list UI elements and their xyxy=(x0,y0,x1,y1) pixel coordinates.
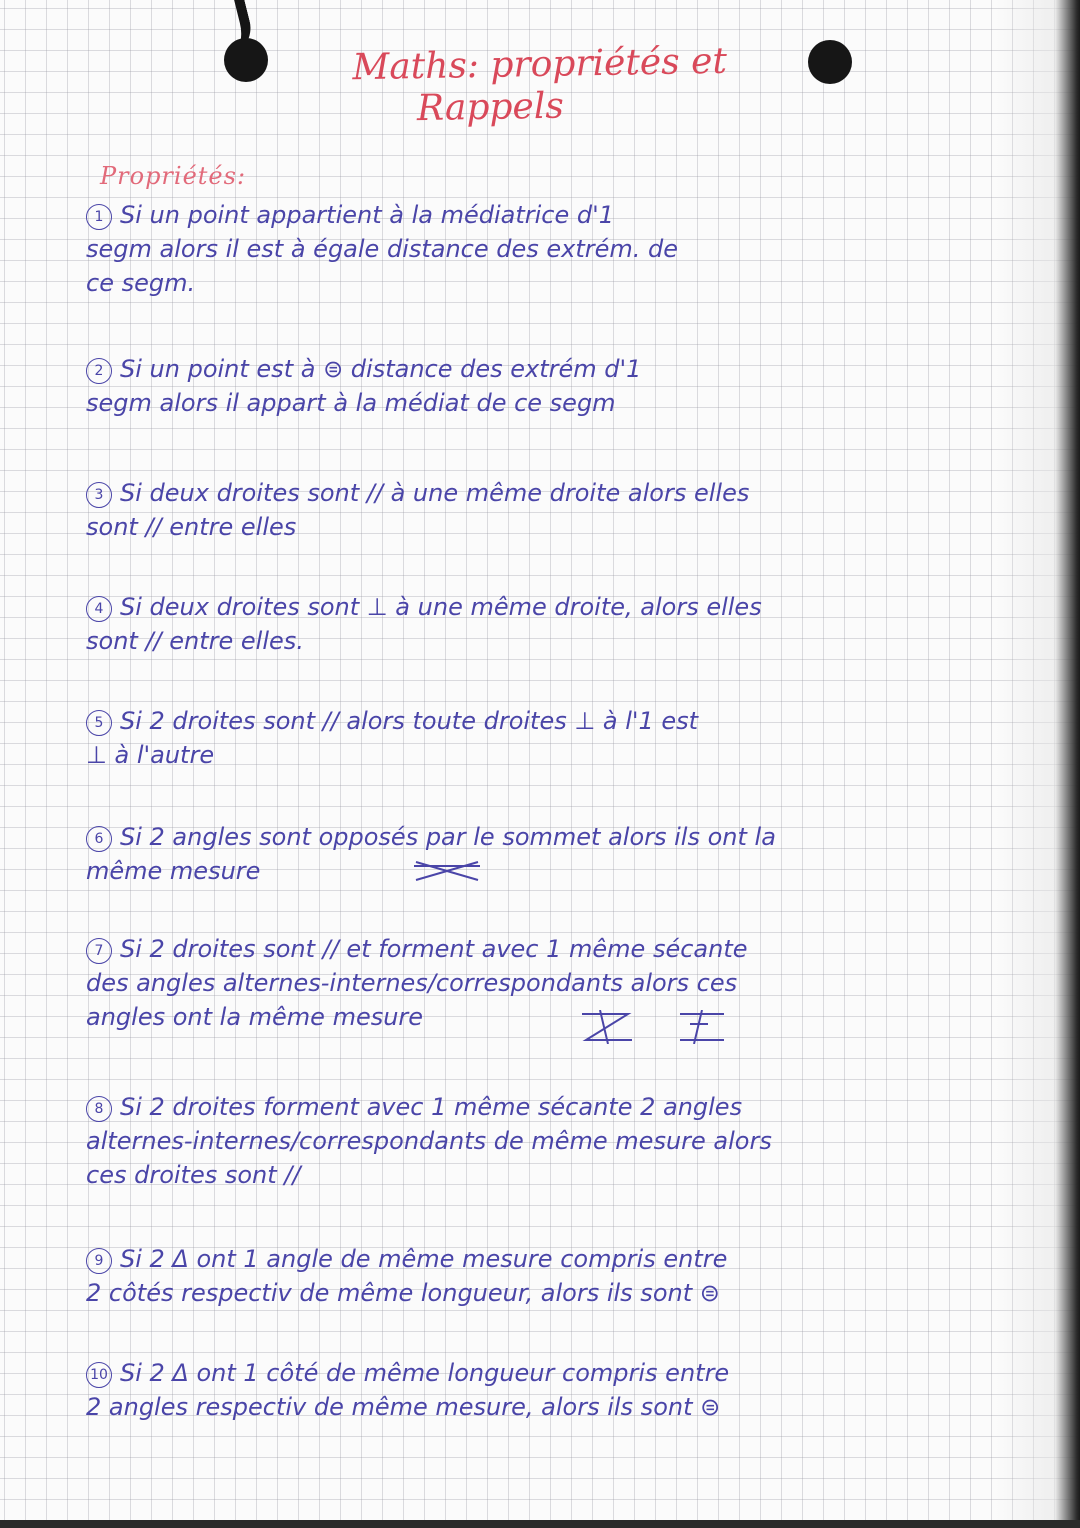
page-title-line-2: Rappels xyxy=(416,85,565,130)
page-title-line-1: Maths: propriétés et xyxy=(352,40,728,89)
page-title xyxy=(299,40,780,132)
crossed-lines-icon xyxy=(412,858,482,891)
property-number: 1 xyxy=(86,204,112,230)
property-3 xyxy=(86,476,986,544)
z-angle-icon xyxy=(578,1010,634,1051)
property-number: 6 xyxy=(86,826,112,852)
property-number: 5 xyxy=(86,710,112,736)
property-6 xyxy=(86,820,986,888)
property-text: Si deux droites sont ⊥ à une même droite, alors elles sont // entre elles. xyxy=(86,593,762,655)
property-text: Si deux droites sont // à une même droite alors elles sont // entre elles xyxy=(86,479,750,541)
property-number: 4 xyxy=(86,596,112,622)
property-text: Si 2 angles sont opposés par le sommet alors ils ont la même mesure xyxy=(86,823,776,885)
property-number: 8 xyxy=(86,1096,112,1122)
property-number: 9 xyxy=(86,1248,112,1274)
property-number: 10 xyxy=(86,1362,112,1388)
property-4 xyxy=(86,590,986,658)
property-10 xyxy=(86,1356,986,1424)
property-5 xyxy=(86,704,986,772)
f-angle-icon xyxy=(672,1010,728,1051)
property-text: Si 2 droites forment avec 1 même sécante 2 angles alternes-internes/correspondants de même mesure alors ces droites sont // xyxy=(86,1093,772,1189)
property-number: 7 xyxy=(86,938,112,964)
property-8 xyxy=(86,1090,986,1192)
property-text: Si un point appartient à la médiatrice d'1 segm alors il est à égale distance des extrém. de ce segm. xyxy=(86,201,679,297)
property-number: 3 xyxy=(86,482,112,508)
property-1 xyxy=(86,198,986,300)
property-text: Si un point est à ⊜ distance des extrém d'1 segm alors il appart à la médiat de ce segm xyxy=(86,355,642,417)
punch-hole-right xyxy=(808,40,852,84)
page-edge-right xyxy=(996,0,1080,1528)
property-text: Si 2 droites sont // alors toute droites ⊥ à l'1 est ⊥ à l'autre xyxy=(86,707,699,769)
property-7 xyxy=(86,932,986,1034)
punch-hole-left xyxy=(224,38,268,82)
page-edge-bottom xyxy=(0,1520,1080,1528)
section-heading: Propriétés: xyxy=(100,162,247,190)
property-text: Si 2 droites sont // et forment avec 1 même sécante des angles alternes-internes/correspondants alors ces angles ont la même mesure xyxy=(86,935,748,1031)
property-9 xyxy=(86,1242,986,1310)
property-text: Si 2 Δ ont 1 côté de même longueur compris entre 2 angles respectiv de même mesure, alors ils sont ⊜ xyxy=(86,1359,730,1421)
property-text: Si 2 Δ ont 1 angle de même mesure compris entre 2 côtés respectiv de même longueur, alors ils sont ⊜ xyxy=(86,1245,728,1307)
property-2 xyxy=(86,352,986,420)
property-number: 2 xyxy=(86,358,112,384)
